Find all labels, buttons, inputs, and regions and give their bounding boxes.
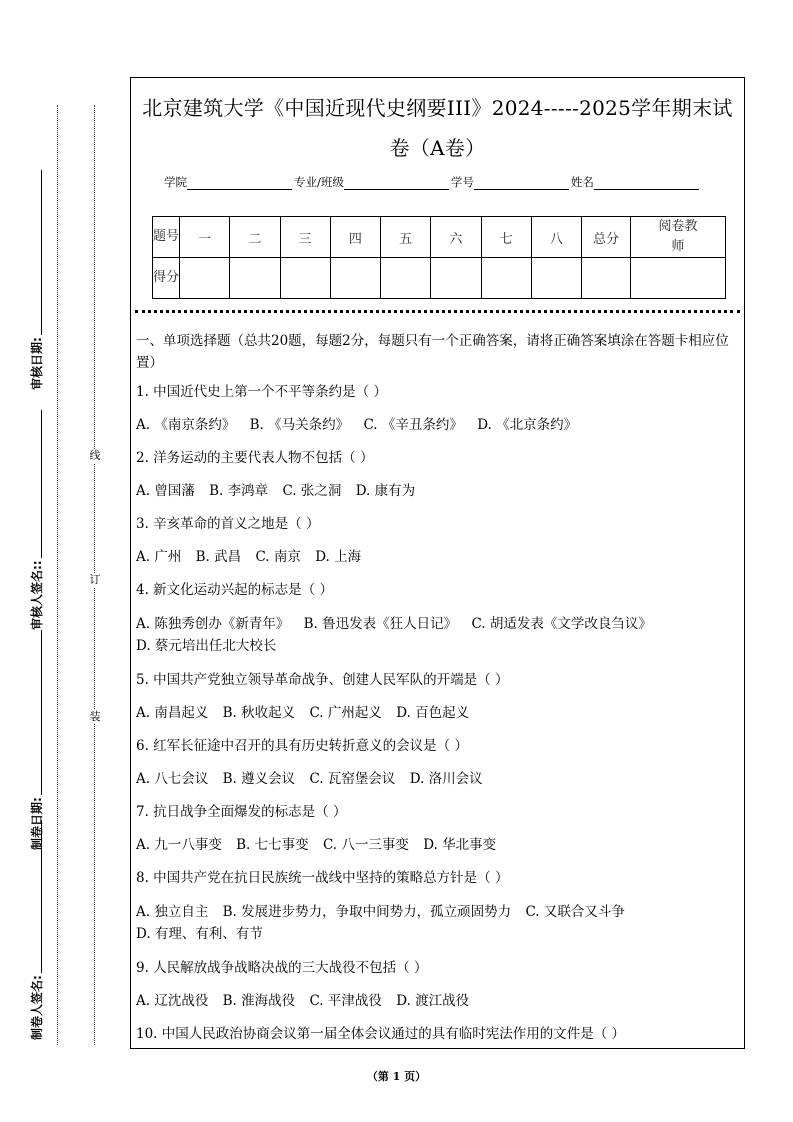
prepare-date-label: 制卷日期: (29, 797, 44, 850)
question-4: 4. 新文化运动兴起的标志是（ ） (136, 582, 333, 598)
option: C. 胡适发表《文学改良刍议》 (471, 616, 652, 632)
option: B. 遵义会议 (222, 771, 296, 787)
option: C. 又联合又斗争 (525, 904, 625, 920)
option: D. 康有为 (355, 483, 416, 499)
grader-cell[interactable] (631, 258, 726, 299)
review-date-label: 审核日期: (29, 337, 44, 390)
preparer-signature-field (12, 820, 60, 1040)
question-number-header: 题号 (153, 217, 180, 258)
option: B. 发展进步势力，争取中间势力，孤立顽固势力 (222, 904, 512, 920)
score-table (152, 216, 726, 299)
score-cell-2[interactable] (230, 258, 280, 299)
question-2: 2. 洋务运动的主要代表人物不包括（ ） (136, 450, 374, 466)
option: B. 秋收起义 (222, 705, 296, 721)
option: A. 独立自主 (136, 904, 209, 920)
option: C. 瓦窑堡会议 (309, 771, 396, 787)
student-id-field[interactable] (474, 177, 569, 190)
section-heading: 一、单项选择题（总共20题，每题2分，每题只有一个正确答案，请将正确答案填涂在答题卡相应位置） (136, 333, 729, 371)
question-7: 7. 抗日战争全面爆发的标志是（ ） (136, 804, 347, 820)
option: D. 渡江战役 (396, 993, 470, 1009)
option: B. 鲁迅发表《狂人日记》 (303, 616, 458, 632)
options-8 (136, 901, 741, 945)
options-4 (136, 613, 741, 657)
score-cell-4[interactable] (330, 258, 380, 299)
score-cell-7[interactable] (481, 258, 531, 299)
questions-body (136, 330, 741, 1057)
option: B. 武昌 (195, 549, 242, 565)
question-1: 1. 中国近代史上第一个不平等条约是（ ） (136, 384, 387, 400)
option: A. 九一八事变 (136, 837, 222, 853)
option: B. 淮海战役 (222, 993, 296, 1009)
option: D. 洛川会议 (409, 771, 483, 787)
score-header-3: 三 (280, 217, 330, 258)
binding-margin (0, 0, 125, 1122)
option: C. 《辛丑条约》 (363, 417, 463, 433)
question-6: 6. 红军长征途中召开的具有历史转折意义的会议是（ ） (136, 738, 468, 754)
options-3 (136, 547, 741, 567)
option: B. 七七事变 (236, 837, 309, 853)
option: C. 张之洞 (282, 483, 342, 499)
option: A. 广州 (136, 549, 182, 565)
prepare-date-line (31, 630, 42, 795)
reviewer-signature-label: 审核人签名:: (29, 560, 44, 630)
option: D. 有理、有利、有节 (136, 926, 263, 942)
option: A. 八七会议 (136, 771, 209, 787)
option: D. 《北京条约》 (477, 417, 578, 433)
page-footer: （第 1 页） (366, 1070, 427, 1083)
score-cell-6[interactable] (431, 258, 481, 299)
exam-frame (130, 77, 745, 1049)
college-field[interactable] (187, 177, 292, 190)
option: A. 曾国藩 (136, 483, 195, 499)
options-2 (136, 481, 741, 501)
score-cell-5[interactable] (381, 258, 431, 299)
binding-char-xian: 线 (89, 449, 101, 462)
score-header-total: 总分 (582, 217, 631, 258)
college-label: 学院 (164, 175, 187, 189)
major-class-field[interactable] (344, 177, 449, 190)
score-header-6: 六 (431, 217, 481, 258)
preparer-signature-line (31, 820, 42, 973)
student-info-row (164, 174, 701, 190)
reviewer-signature-line (31, 410, 42, 558)
question-10: 10. 中国人民政治协商会议第一届全体会议通过的具有临时宪法作用的文件是（ ） (136, 1026, 626, 1042)
score-header-7: 七 (481, 217, 531, 258)
major-class-label: 专业/班级 (294, 175, 344, 189)
score-cell-8[interactable] (531, 258, 581, 299)
option: B. 李鸿章 (209, 483, 269, 499)
student-id-label: 学号 (450, 175, 474, 189)
options-9 (136, 991, 741, 1011)
option: C. 广州起义 (309, 705, 382, 721)
option: A. 南昌起义 (136, 705, 209, 721)
option: D. 华北事变 (423, 837, 497, 853)
review-date-field (12, 170, 60, 390)
name-field[interactable] (594, 177, 699, 190)
score-header-8: 八 (531, 217, 581, 258)
question-3: 3. 辛亥革命的首义之地是（ ） (136, 516, 320, 532)
score-cell-3[interactable] (280, 258, 330, 299)
option: C. 南京 (255, 549, 301, 565)
dotted-separator (135, 310, 740, 313)
option: A. 《南京条约》 (136, 417, 236, 433)
options-7 (136, 835, 741, 855)
score-cell-total[interactable] (582, 258, 631, 299)
name-label: 姓名 (570, 175, 594, 189)
option: D. 百色起义 (396, 705, 470, 721)
score-row-label: 得分 (153, 258, 180, 299)
grader-header: 阅卷教师 (631, 217, 726, 258)
score-header-2: 二 (230, 217, 280, 258)
option: D. 蔡元培出任北大校长 (136, 638, 277, 654)
question-8: 8. 中国共产党在抗日民族统一战线中坚持的策略总方针是（ ） (136, 870, 509, 886)
preparer-signature-label: 制卷人签名: (29, 975, 44, 1040)
score-cell-1[interactable] (180, 258, 230, 299)
reviewer-signature-field (12, 410, 60, 630)
options-5 (136, 703, 741, 723)
option: B. 《马关条约》 (249, 417, 350, 433)
review-date-line (31, 170, 42, 335)
title-line-2: 卷（A卷） (389, 136, 486, 160)
score-header-5: 五 (381, 217, 431, 258)
binding-char-zhuang: 装 (89, 710, 101, 723)
question-5: 5. 中国共产党独立领导革命战争、创建人民军队的开端是（ ） (136, 672, 509, 688)
score-header-4: 四 (330, 217, 380, 258)
option: A. 陈独秀创办《新青年》 (136, 616, 290, 632)
title-line-1: 北京建筑大学《中国近现代史纲要III》2024-----2025学年期末试 (142, 96, 733, 120)
question-9: 9. 人民解放战争战略决战的三大战役不包括（ ） (136, 960, 428, 976)
options-1 (136, 415, 741, 435)
binding-char-ding: 订 (89, 573, 101, 586)
prepare-date-field (12, 630, 60, 850)
option: C. 平津战役 (309, 993, 382, 1009)
option: C. 八一三事变 (322, 837, 409, 853)
option: D. 上海 (315, 549, 362, 565)
score-header-1: 一 (180, 217, 230, 258)
option: A. 辽沈战役 (136, 993, 209, 1009)
options-6 (136, 769, 741, 789)
exam-title (131, 88, 744, 168)
